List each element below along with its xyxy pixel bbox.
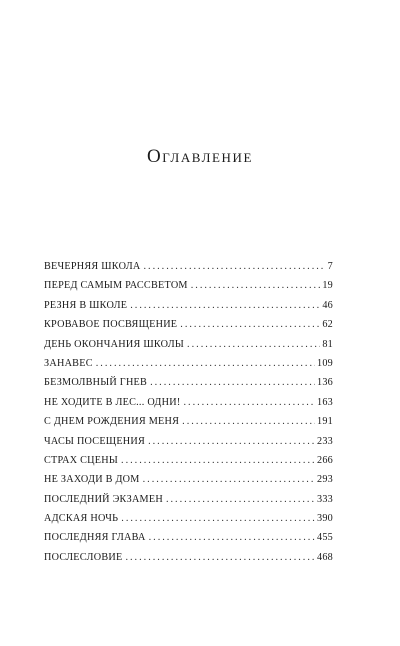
toc-entry-page-number: 81	[322, 338, 333, 350]
toc-entry-title: НЕ ЗАХОДИ В ДОМ	[44, 474, 140, 486]
toc-entry-page-number: 266	[316, 454, 333, 466]
toc-entry-title: ДЕНЬ ОКОНЧАНИЯ ШКОЛЫ	[44, 338, 185, 350]
toc-leader-dots	[143, 261, 325, 272]
toc-entry-title: РЕЗНЯ В ШКОЛЕ	[44, 299, 128, 311]
toc-leader-dots	[187, 339, 320, 350]
toc-entry[interactable]	[44, 261, 333, 280]
toc-entry-title: КРОВАВОЕ ПОСВЯЩЕНИЕ	[44, 319, 178, 331]
toc-entry-page-number: 19	[322, 280, 333, 292]
toc-entry-page-number: 62	[322, 319, 333, 331]
toc-leader-dots	[183, 397, 314, 408]
toc-entry-page-number: 7	[327, 261, 333, 272]
toc-entry[interactable]	[44, 532, 333, 551]
toc-entry[interactable]	[44, 377, 333, 396]
toc-leader-dots	[149, 532, 315, 543]
toc-entry[interactable]	[44, 300, 333, 319]
toc-entry-title: ПЕРЕД САМЫМ РАССВЕТОМ	[44, 280, 188, 292]
page-title: Оглавление	[146, 146, 254, 167]
toc-entry[interactable]	[44, 280, 333, 299]
toc-entry-page-number: 233	[316, 435, 333, 447]
toc-leader-dots	[148, 436, 315, 447]
toc-entry[interactable]	[44, 319, 333, 338]
toc-entry-title: СТРАХ СЦЕНЫ	[44, 454, 119, 466]
toc-entry-title: ВЕЧЕРНЯЯ ШКОЛА	[44, 261, 141, 272]
toc-leader-dots	[121, 455, 315, 466]
toc-entry-title: ПОСЛЕДНИЙ ЭКЗАМЕН	[44, 493, 163, 505]
toc-entry[interactable]	[44, 494, 333, 513]
toc-leader-dots	[180, 319, 320, 330]
toc-leader-dots	[125, 552, 315, 563]
toc-entry[interactable]	[44, 358, 333, 377]
toc-leader-dots	[130, 300, 320, 311]
toc-entry[interactable]	[44, 339, 333, 358]
toc-entry-title: ПОСЛЕДНЯЯ ГЛАВА	[44, 532, 146, 544]
toc-leader-dots	[96, 358, 315, 369]
toc-entry-title: ПОСЛЕСЛОВИЕ	[44, 551, 123, 563]
toc-entry[interactable]	[44, 397, 333, 416]
toc-entry-page-number: 109	[316, 357, 333, 369]
toc-entry-page-number: 191	[316, 416, 333, 428]
toc-leader-dots	[121, 513, 315, 524]
toc-entry-page-number: 455	[316, 532, 333, 544]
toc-entry-page-number: 293	[316, 474, 333, 486]
toc-leader-dots	[182, 416, 315, 427]
toc-entry[interactable]	[44, 455, 333, 474]
toc-entry-title: АДСКАЯ НОЧЬ	[44, 513, 119, 525]
toc-leader-dots	[191, 280, 321, 291]
toc-entry-title: ЧАСЫ ПОСЕЩЕНИЯ	[44, 435, 146, 447]
toc-entry-title: НЕ ХОДИТЕ В ЛЕС... ОДНИ!	[44, 396, 181, 408]
toc-leader-dots	[150, 377, 315, 388]
toc-leader-dots	[166, 494, 315, 505]
table-of-contents	[44, 261, 333, 571]
toc-entry[interactable]	[44, 513, 333, 532]
toc-entry-page-number: 136	[316, 377, 333, 389]
toc-entry-page-number: 468	[316, 551, 333, 563]
toc-entry[interactable]	[44, 474, 333, 493]
toc-entry-page-number: 46	[322, 299, 333, 311]
toc-entry-page-number: 390	[316, 513, 333, 525]
toc-leader-dots	[143, 474, 315, 485]
toc-entry-page-number: 163	[316, 396, 333, 408]
toc-entry-page-number: 333	[316, 493, 333, 505]
toc-entry-title: БЕЗМОЛВНЫЙ ГНЕВ	[44, 377, 148, 389]
toc-entry[interactable]	[44, 436, 333, 455]
toc-entry-title: С ДНЕМ РОЖДЕНИЯ МЕНЯ	[44, 416, 180, 428]
toc-entry-title: ЗАНАВЕС	[44, 357, 93, 369]
toc-entry[interactable]	[44, 552, 333, 571]
toc-entry[interactable]	[44, 416, 333, 435]
